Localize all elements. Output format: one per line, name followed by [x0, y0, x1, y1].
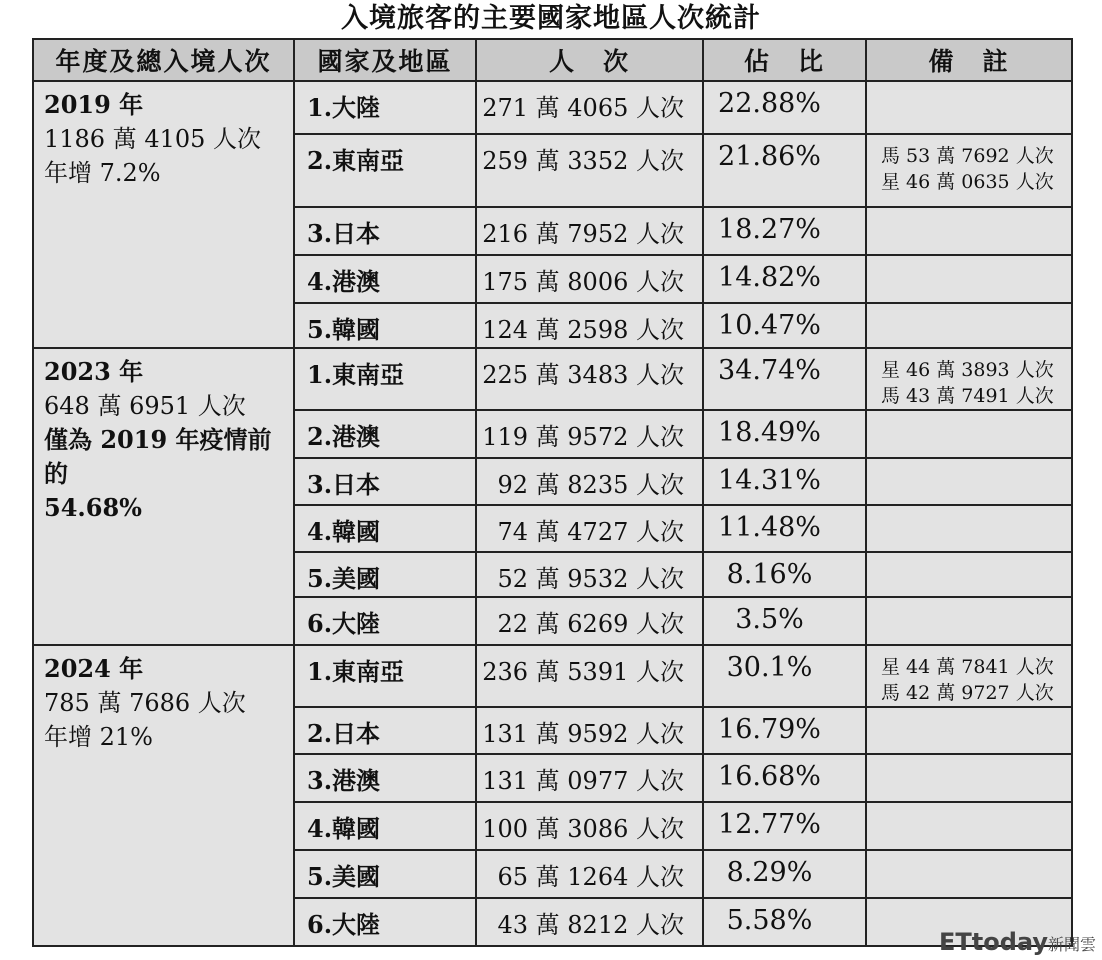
- year-summary-cell: [33, 645, 294, 946]
- share-cell: [703, 134, 866, 207]
- count-cell: 119 萬 9572 人次: [476, 410, 703, 458]
- share-value: 14.31%: [718, 465, 821, 496]
- count-cell: 100 萬 3086 人次: [476, 802, 703, 850]
- note-cell: [866, 552, 1072, 597]
- count-cell: 43 萬 8212 人次: [476, 898, 703, 946]
- header-region: 國家及地區: [294, 39, 476, 81]
- share-value: 11.48%: [718, 512, 821, 543]
- count-cell: 236 萬 5391 人次: [476, 645, 703, 707]
- count-cell: 22 萬 6269 人次: [476, 597, 703, 645]
- region-cell: 3.日本: [294, 458, 476, 505]
- table-body: [33, 81, 1072, 946]
- share-cell: [703, 303, 866, 348]
- note-line: 星 46 萬 3893 人次: [881, 359, 1054, 381]
- header-count: 人 次: [476, 39, 703, 81]
- year-label: 2024 年: [44, 654, 144, 683]
- count-cell: 52 萬 9532 人次: [476, 552, 703, 597]
- count-cell: 131 萬 0977 人次: [476, 754, 703, 802]
- share-cell: [703, 645, 866, 707]
- count-cell: 225 萬 3483 人次: [476, 348, 703, 410]
- table-row: [33, 645, 1072, 707]
- region-cell: 2.日本: [294, 707, 476, 754]
- share-cell: [703, 707, 866, 754]
- year-summary-line: 僅為 2019 年疫情前的: [44, 425, 272, 488]
- note-cell: [866, 410, 1072, 458]
- share-cell: [703, 754, 866, 802]
- region-cell: 1.東南亞: [294, 645, 476, 707]
- year-summary-line: 648 萬 6951 人次: [44, 392, 246, 420]
- share-cell: [703, 410, 866, 458]
- note-cell: [866, 134, 1072, 207]
- region-cell: 1.大陸: [294, 81, 476, 134]
- note-cell: [866, 505, 1072, 552]
- count-cell: 124 萬 2598 人次: [476, 303, 703, 348]
- note-line: 馬 42 萬 9727 人次: [881, 682, 1054, 704]
- note-line: 馬 53 萬 7692 人次: [881, 145, 1054, 167]
- header-share: 佔 比: [703, 39, 866, 81]
- note-cell: [866, 707, 1072, 754]
- share-value: 18.27%: [718, 214, 821, 245]
- share-value: 16.68%: [718, 761, 821, 792]
- year-summary-line: 785 萬 7686 人次: [44, 689, 246, 717]
- count-cell: 92 萬 8235 人次: [476, 458, 703, 505]
- note-cell: [866, 348, 1072, 410]
- count-cell: 131 萬 9592 人次: [476, 707, 703, 754]
- region-cell: 5.美國: [294, 552, 476, 597]
- share-cell: [703, 207, 866, 255]
- region-cell: 2.港澳: [294, 410, 476, 458]
- count-cell: 259 萬 3352 人次: [476, 134, 703, 207]
- region-cell: 4.港澳: [294, 255, 476, 303]
- region-cell: 6.大陸: [294, 898, 476, 946]
- region-cell: 4.韓國: [294, 505, 476, 552]
- watermark-sub: 新聞雲: [1047, 935, 1096, 954]
- share-value: 3.5%: [735, 604, 804, 635]
- note-cell: [866, 645, 1072, 707]
- share-value: 5.58%: [726, 905, 813, 936]
- share-value: 34.74%: [718, 355, 821, 386]
- region-cell: 3.日本: [294, 207, 476, 255]
- year-label: 2019 年: [44, 90, 144, 119]
- table-row: [33, 81, 1072, 134]
- region-cell: 5.美國: [294, 850, 476, 898]
- share-value: 30.1%: [726, 652, 813, 683]
- note-cell: [866, 255, 1072, 303]
- region-cell: 3.港澳: [294, 754, 476, 802]
- year-summary-cell: [33, 81, 294, 348]
- share-cell: [703, 597, 866, 645]
- count-cell: 216 萬 7952 人次: [476, 207, 703, 255]
- note-cell: [866, 597, 1072, 645]
- year-summary-line: 54.68%: [44, 493, 142, 522]
- share-value: 16.79%: [718, 714, 821, 745]
- share-cell: [703, 348, 866, 410]
- count-cell: 65 萬 1264 人次: [476, 850, 703, 898]
- share-cell: [703, 802, 866, 850]
- year-summary-line: 1186 萬 4105 人次: [44, 125, 262, 153]
- share-value: 22.88%: [718, 88, 821, 119]
- statistics-table: [32, 38, 1073, 947]
- share-value: 14.82%: [718, 262, 821, 293]
- year-summary-line: 年增 7.2%: [44, 159, 161, 187]
- share-cell: [703, 505, 866, 552]
- share-cell: [703, 255, 866, 303]
- note-line: 馬 43 萬 7491 人次: [881, 385, 1054, 407]
- year-summary-cell: [33, 348, 294, 645]
- share-value: 8.16%: [726, 559, 813, 590]
- watermark-logo: [939, 928, 1096, 956]
- note-cell: [866, 802, 1072, 850]
- share-cell: [703, 552, 866, 597]
- note-cell: [866, 754, 1072, 802]
- count-cell: 74 萬 4727 人次: [476, 505, 703, 552]
- watermark-brand: ETtoday: [938, 928, 1048, 956]
- note-line: 星 46 萬 0635 人次: [881, 171, 1054, 193]
- region-cell: 5.韓國: [294, 303, 476, 348]
- header-year: 年度及總入境人次: [33, 39, 294, 81]
- region-cell: 4.韓國: [294, 802, 476, 850]
- count-cell: 271 萬 4065 人次: [476, 81, 703, 134]
- note-cell: [866, 207, 1072, 255]
- note-cell: [866, 81, 1072, 134]
- year-summary-line: 年增 21%: [44, 723, 153, 751]
- note-cell: [866, 458, 1072, 505]
- table-row: [33, 348, 1072, 410]
- share-value: 21.86%: [718, 141, 821, 172]
- share-cell: [703, 898, 866, 946]
- year-label: 2023 年: [44, 357, 144, 386]
- share-value: 18.49%: [718, 417, 821, 448]
- share-value: 10.47%: [718, 310, 821, 341]
- region-cell: 2.東南亞: [294, 134, 476, 207]
- region-cell: 1.東南亞: [294, 348, 476, 410]
- share-cell: [703, 458, 866, 505]
- header-note: 備 註: [866, 39, 1072, 81]
- count-cell: 175 萬 8006 人次: [476, 255, 703, 303]
- header-row: [33, 39, 1072, 81]
- share-cell: [703, 81, 866, 134]
- note-line: 星 44 萬 7841 人次: [881, 656, 1054, 678]
- note-cell: [866, 303, 1072, 348]
- region-cell: 6.大陸: [294, 597, 476, 645]
- note-cell: [866, 850, 1072, 898]
- share-value: 8.29%: [726, 857, 813, 888]
- share-value: 12.77%: [718, 809, 821, 840]
- page-title: 入境旅客的主要國家地區人次統計: [341, 3, 761, 34]
- share-cell: [703, 850, 866, 898]
